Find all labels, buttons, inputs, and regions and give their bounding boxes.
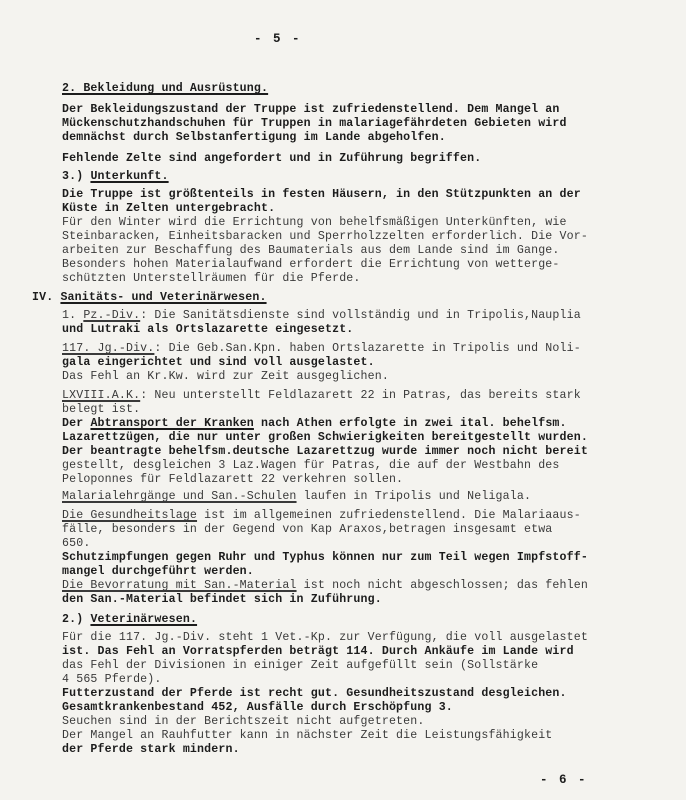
text-line — [62, 342, 581, 355]
text-line: Gesamtkrankenbestand 452, Ausfälle durch Erschöpfung 3. — [62, 701, 453, 714]
item-text: laufen in Tripolis und Neligala. — [296, 490, 532, 503]
item-text: : Neu unterstellt Feldlazarett 22 in Patras, das bereits stark — [140, 389, 581, 402]
section-number: 3.) — [62, 170, 91, 183]
unit-name: LXVIII.A.K. — [62, 389, 141, 402]
text-line: Lazarettzügen, die nur unter großen Schwierigkeiten bereitgestellt wurden. — [62, 431, 588, 444]
item-text: ist im allgemeinen zufriedenstellend. Die Malariaaus- — [197, 509, 581, 522]
text-line: gala eingerichtet und sind voll ausgelastet. — [62, 356, 375, 369]
text-line: fälle, besonders in der Gegend von Kap Araxos,betragen insgesamt etwa — [62, 523, 553, 536]
text-line: demnächst durch Selbstanfertigung im Lande abgeholfen. — [62, 131, 446, 144]
text-line: und Lutraki als Ortslazarette eingesetzt. — [62, 323, 354, 336]
unit-name: 117. Jg.-Div. — [62, 342, 155, 355]
text-line — [62, 579, 588, 592]
text-line: Steinbaracken, Einheitsbaracken und Sperrholzzelten erforderlich. Die Vor- — [62, 230, 588, 243]
item-text: nach Athen erfolgte in zwei ital. behelfsm. — [253, 417, 567, 430]
text-line: Das Fehl an Kr.Kw. wird zur Zeit ausgeglichen. — [62, 370, 389, 383]
topic-name: Malarialehrgänge und San.-Schulen — [62, 490, 297, 503]
text-line — [62, 417, 567, 430]
item-number: 1. — [62, 309, 84, 322]
text-line: belegt ist. — [62, 403, 141, 416]
section-heading-text: Veterinärwesen. — [90, 613, 198, 626]
section-heading — [62, 82, 268, 95]
section-heading-text: Sanitäts- und Veterinärwesen. — [60, 291, 267, 304]
text-line: 4 565 Pferde). — [62, 673, 162, 686]
topic-name: Abtransport der Kranken — [90, 417, 254, 430]
section-heading — [32, 291, 267, 304]
text-line: den San.-Material befindet sich in Zuführung. — [62, 593, 382, 606]
text-line: Futterzustand der Pferde ist recht gut. Gesundheitszustand desgleichen. — [62, 687, 567, 700]
section-number: 2.) — [62, 613, 91, 626]
text-line: Die Truppe ist größtenteils in festen Häusern, in den Stützpunkten an der — [62, 188, 581, 201]
text-line: Der beantragte behelfsm.deutsche Lazarettzug wurde immer noch nicht bereit — [62, 445, 588, 458]
section-heading — [62, 170, 169, 183]
text-line: schützten Unterstellräumen für die Pferde. — [62, 272, 361, 285]
text-line: Für die 117. Jg.-Div. steht 1 Vet.-Kp. zur Verfügung, die voll ausgelastet — [62, 631, 588, 644]
text-line: der Pferde stark mindern. — [62, 743, 240, 756]
text-line: das Fehl der Divisionen in einiger Zeit aufgefüllt sein (Sollstärke — [62, 659, 539, 672]
text-line: Schutzimpfungen gegen Ruhr und Typhus können nur zum Teil wegen Impfstoff- — [62, 551, 588, 564]
text-line: 650. — [62, 537, 91, 550]
section-heading-text: Unterkunft. — [90, 170, 169, 183]
unit-name: Pz.-Div. — [83, 309, 141, 322]
text-line: Der Mangel an Rauhfutter kann in nächster Zeit die Leistungsfähigkeit — [62, 729, 553, 742]
text-line: Der Bekleidungszustand der Truppe ist zufriedenstellend. Dem Mangel an — [62, 103, 560, 116]
text-line: Fehlende Zelte sind angefordert und in Zuführung begriffen. — [62, 152, 482, 165]
text-line: arbeiten zur Beschaffung des Baumaterials aus dem Lande sind im Gange. — [62, 244, 560, 257]
text-line: ist. Das Fehl an Vorratspferden beträgt 114. Durch Ankäufe im Lande wird — [62, 645, 574, 658]
text-line: Seuchen sind in der Berichtszeit nicht aufgetreten. — [62, 715, 425, 728]
page-number-top: - 5 - — [254, 32, 302, 46]
page-number-bottom: - 6 - — [540, 773, 588, 787]
text-line: Küste in Zelten untergebracht. — [62, 202, 276, 215]
text-line: Besonders hohen Materialaufwand erfordert die Errichtung von wetterge- — [62, 258, 560, 271]
item-text: : Die Geb.San.Kpn. haben Ortslazarette in Tripolis und Noli- — [154, 342, 581, 355]
topic-name: Die Bevorratung mit San.-Material — [62, 579, 297, 592]
text-line: Mückenschutzhandschuhen für Truppen in malariagefährdeten Gebieten wird — [62, 117, 567, 130]
item-text: ist noch nicht abgeschlossen; das fehlen — [296, 579, 588, 592]
text-line: Peloponnes für Feldlazarett 22 verkehren sollen. — [62, 473, 404, 486]
item-text: : Die Sanitätsdienste sind vollständig und in Tripolis,Nauplia — [140, 309, 581, 322]
item-text: Der — [62, 417, 91, 430]
section-heading — [62, 613, 197, 626]
section-heading-text: 2. Bekleidung und Ausrüstung. — [62, 82, 269, 95]
text-line — [62, 309, 581, 322]
text-line: mangel durchgeführt werden. — [62, 565, 254, 578]
text-line: Für den Winter wird die Errichtung von behelfsmäßigen Unterkünften, wie — [62, 216, 567, 229]
text-line — [62, 509, 581, 522]
text-line — [62, 490, 531, 503]
section-number: IV. — [32, 291, 61, 304]
text-line — [62, 389, 581, 402]
topic-name: Die Gesundheitslage — [62, 509, 198, 522]
text-line: gestellt, desgleichen 3 Laz.Wagen für Patras, die auf der Westbahn des — [62, 459, 560, 472]
